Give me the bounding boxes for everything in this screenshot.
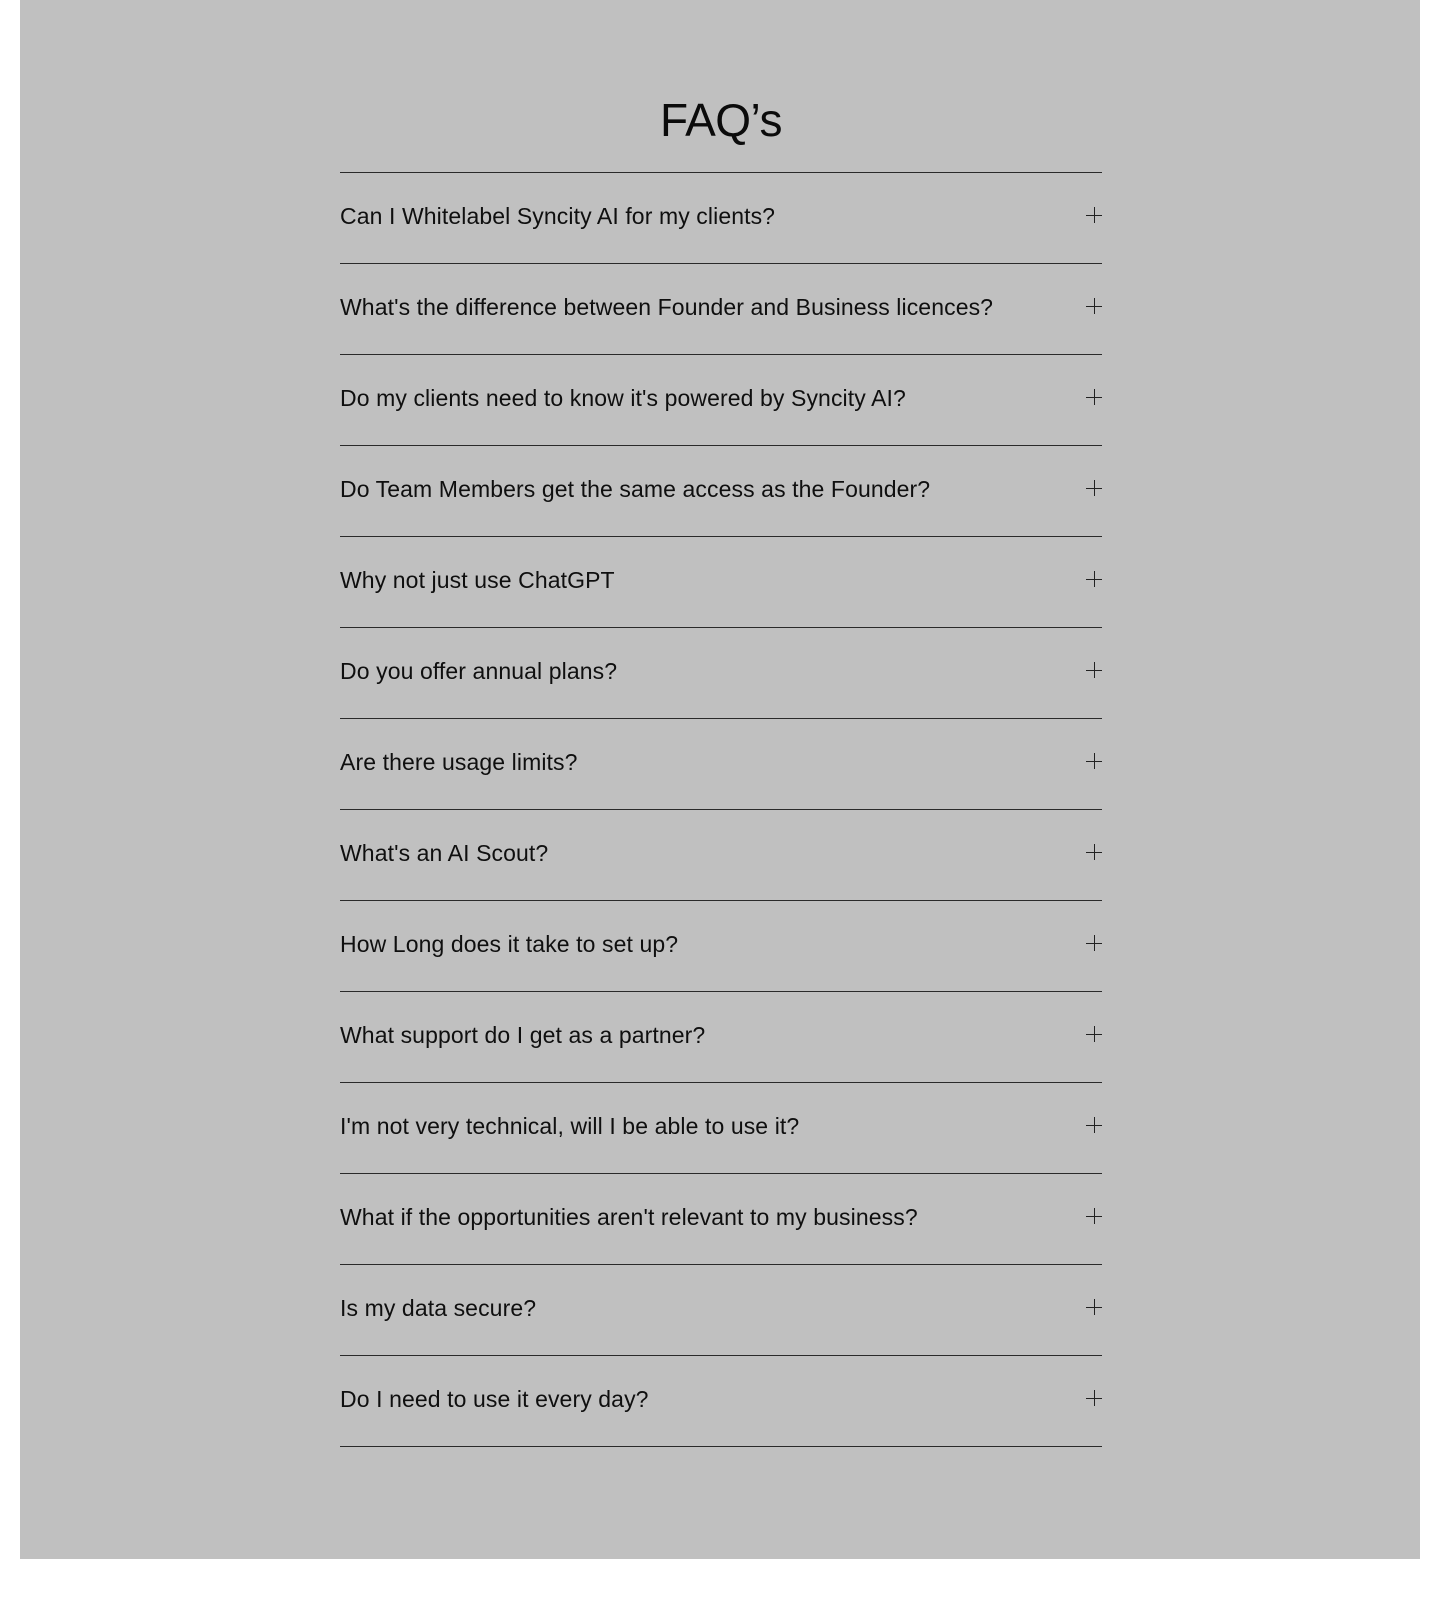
faq-question: Do I need to use it every day? (340, 1386, 649, 1412)
plus-icon[interactable] (1086, 662, 1102, 678)
faq-question: Do my clients need to know it's powered by Syncity AI? (340, 385, 906, 411)
plus-icon[interactable] (1086, 298, 1102, 314)
plus-icon[interactable] (1086, 1117, 1102, 1133)
faq-question: Why not just use ChatGPT (340, 567, 615, 593)
faq-item-whitelabel[interactable] (340, 173, 1102, 264)
plus-icon[interactable] (1086, 1390, 1102, 1406)
faq-question: Do Team Members get the same access as the Founder? (340, 476, 931, 502)
faq-item-partner-support[interactable] (340, 992, 1102, 1083)
faq-title: FAQ’s (660, 94, 782, 146)
faq-question: How Long does it take to set up? (340, 931, 679, 957)
faq-question: Are there usage limits? (340, 749, 578, 775)
faq-item-ai-scout[interactable] (340, 810, 1102, 901)
faq-container (340, 0, 1102, 1447)
faq-item-annual-plans[interactable] (340, 628, 1102, 719)
plus-icon[interactable] (1086, 935, 1102, 951)
faq-section (20, 0, 1420, 1559)
plus-icon[interactable] (1086, 571, 1102, 587)
faq-list (340, 172, 1102, 1447)
faq-item-licences[interactable] (340, 264, 1102, 355)
faq-item-setup-time[interactable] (340, 901, 1102, 992)
plus-icon[interactable] (1086, 1299, 1102, 1315)
plus-icon[interactable] (1086, 753, 1102, 769)
faq-question: What's the difference between Founder and Business licences? (340, 294, 994, 320)
faq-item-team-members[interactable] (340, 446, 1102, 537)
plus-icon[interactable] (1086, 389, 1102, 405)
faq-question: What support do I get as a partner? (340, 1022, 706, 1048)
plus-icon[interactable] (1086, 844, 1102, 860)
faq-item-daily-use[interactable] (340, 1356, 1102, 1447)
faq-item-data-security[interactable] (340, 1265, 1102, 1356)
faq-question: I'm not very technical, will I be able to use it? (340, 1113, 800, 1139)
faq-question: Is my data secure? (340, 1295, 537, 1321)
faq-item-not-technical[interactable] (340, 1083, 1102, 1174)
plus-icon[interactable] (1086, 480, 1102, 496)
faq-question: What's an AI Scout? (340, 840, 549, 866)
plus-icon[interactable] (1086, 1026, 1102, 1042)
faq-question: Can I Whitelabel Syncity AI for my clients? (340, 203, 776, 229)
faq-question: Do you offer annual plans? (340, 658, 618, 684)
plus-icon[interactable] (1086, 1208, 1102, 1224)
faq-item-powered-by[interactable] (340, 355, 1102, 446)
faq-item-chatgpt[interactable] (340, 537, 1102, 628)
faq-question: What if the opportunities aren't relevant to my business? (340, 1204, 918, 1230)
plus-icon[interactable] (1086, 207, 1102, 223)
faq-item-usage-limits[interactable] (340, 719, 1102, 810)
faq-item-relevance[interactable] (340, 1174, 1102, 1265)
